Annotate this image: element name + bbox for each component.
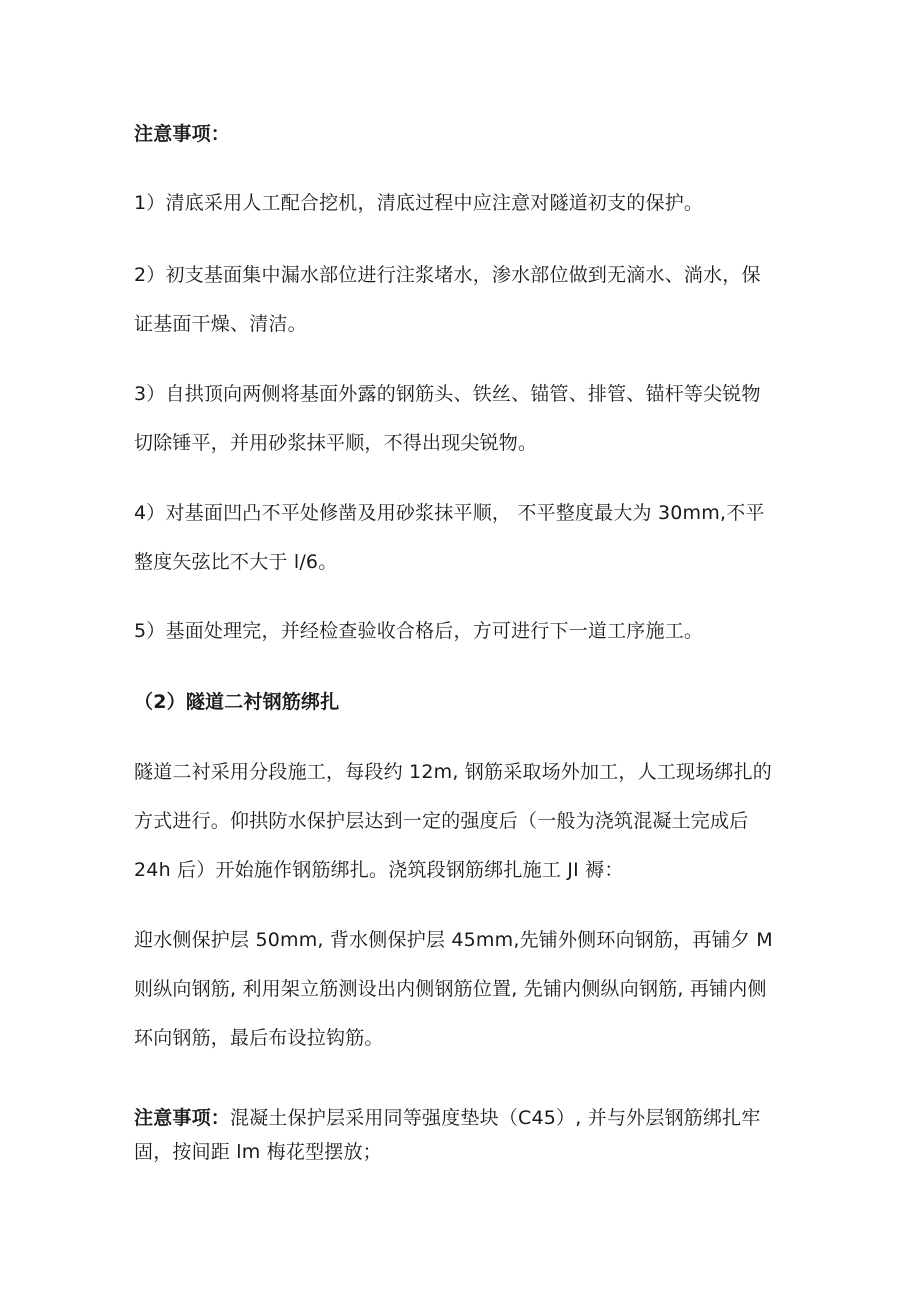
para2-line2: 则纵向钢筋, 利用架立筋测设出内侧钢筋位置, 先铺内侧纵向钢筋, 再铺内侧 [134, 978, 767, 1000]
para1-line1: 隧道二衬采用分段施工，每段约 12m, 钢筋采取场外加工，人工现场绑扎的 [134, 761, 773, 783]
para2-line3: 环向钢筋，最后布设拉钩筋。 [134, 1027, 384, 1049]
item2-line2: 证基面干燥、清洁。 [134, 313, 307, 335]
note-line2: 固，按间距 lm 梅花型摆放； [134, 1141, 382, 1163]
section2-heading: （2）隧道二衬钢筋绑扎 [134, 691, 340, 713]
item5-line1: 5）基面处理完，并经检查验收合格后，方可进行下一道工序施工。 [134, 620, 704, 642]
item3-line1: 3）自拱顶向两侧将基面外露的钢筋头、铁丝、锚管、排管、锚杆等尖锐物 [134, 383, 761, 405]
item4-line1: 4）对基面凹凸不平处修凿及用砂浆抹平顺， 不平整度最大为 30mm,不平 [134, 502, 765, 524]
note-line1 [134, 1105, 761, 1131]
para2-line1: 迎水侧保护层 50mm, 背水侧保护层 45mm,先铺外侧环向钢筋，再铺夕 M [134, 929, 773, 951]
item3-line2: 切除锤平，并用砂浆抹平顺，不得出现尖锐物。 [134, 432, 538, 454]
section1-heading: 注意事项： [134, 123, 231, 145]
item2-line1: 2）初支基面集中漏水部位进行注浆堵水，渗水部位做到无滴水、淌水，保 [134, 264, 761, 286]
para1-line3: 24h 后）开始施作钢筋绑扎。浇筑段钢筋绑扎施工 JI 褥： [134, 859, 624, 881]
item1-line1: 1）清底采用人工配合挖机，清底过程中应注意对隧道初支的保护。 [134, 192, 704, 214]
note-label: 注意事项： [134, 1107, 231, 1129]
note-text-line1: 混凝土保护层采用同等强度垫块（C45）, 并与外层钢筋绑扎牢 [230, 1107, 761, 1129]
para1-line2: 方式进行。仰拱防水保护层达到一定的强度后（一般为浇筑混凝土完成后 [134, 810, 749, 832]
item4-line2: 整度矢弦比不大于 l/6。 [134, 551, 338, 573]
